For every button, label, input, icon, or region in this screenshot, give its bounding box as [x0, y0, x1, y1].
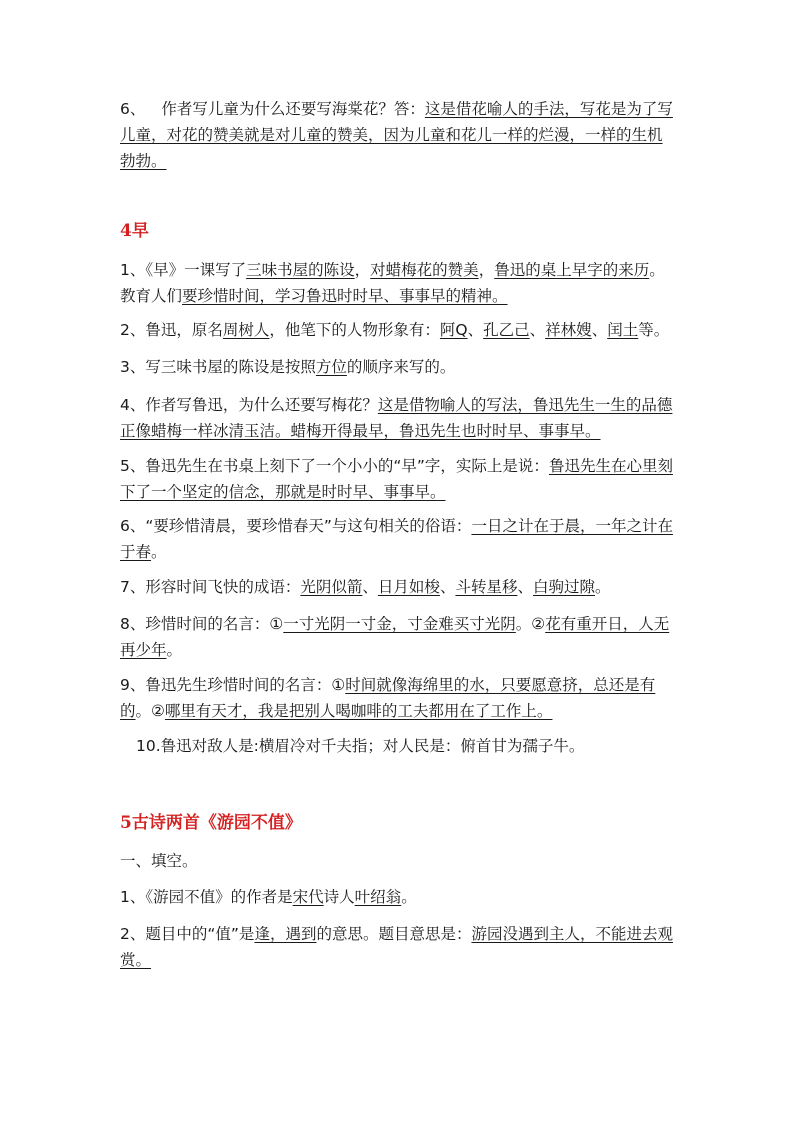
- list-item: 10.鲁迅对敌人是:横眉冷对千夫指；对人民是：俯首甘为孺子牛。: [136, 737, 585, 755]
- list-item: 4、作者写鲁迅，为什么还要写梅花？这是借物喻人的写法，鲁迅先生一生的品德正像蜡梅一样冰清玉洁。蜡梅开得最早，鲁迅先生也时时早、事事早。: [120, 396, 673, 440]
- list-item: 7、形容时间飞快的成语：光阴似箭、日月如梭、斗转星移、白驹过隙。: [120, 578, 611, 596]
- section-heading: 4早: [120, 221, 149, 241]
- list-item: 1、《早》一课写了三味书屋的陈设，对蜡梅花的赞美，鲁迅的桌上早字的来历。教育人们要珍惜时间，学习鲁迅时时早、事事早的精神。: [120, 261, 665, 305]
- list-item: 6、 作者写儿童为什么还要写海棠花？答：这是借花喻人的手法，写花是为了写儿童，对花的赞美就是对儿童的赞美，因为儿童和花儿一样的烂漫，一样的生机勃勃。: [120, 100, 673, 170]
- list-item: 5、鲁迅先生在书桌上刻下了一个小小的“早”字，实际上是说：鲁迅先生在心里刻下了一个坚定的信念，那就是时时早、事事早。: [120, 457, 673, 501]
- section-heading: 5古诗两首《游园不值》: [120, 813, 302, 833]
- list-item: 2、题目中的“值”是逢，遇到的意思。题目意思是：游园没遇到主人，不能进去观赏。: [120, 925, 673, 969]
- list-item: 6、“要珍惜清晨，要珍惜春天”与这句相关的俗语：一日之计在于晨，一年之计在于春。: [120, 517, 673, 561]
- list-item: 1、《游园不值》的作者是宋代诗人叶绍翁。: [120, 888, 417, 906]
- list-item: 9、鲁迅先生珍惜时间的名言：①时间就像海绵里的水，只要愿意挤，总还是有的。②哪里有天才，我是把别人喝咖啡的工夫都用在了工作上。: [120, 676, 656, 720]
- list-item: 3、写三味书屋的陈设是按照方位的顺序来写的。: [120, 358, 456, 376]
- list-item: 2、鲁迅，原名周树人，他笔下的人物形象有：阿Q、孔乙己、祥林嫂、闰土等。: [120, 321, 670, 339]
- list-item: 8、珍惜时间的名言：①一寸光阴一寸金，寸金难买寸光阴。②花有重开日，人无再少年。: [120, 615, 670, 659]
- sub-heading: 一、填空。: [120, 852, 198, 870]
